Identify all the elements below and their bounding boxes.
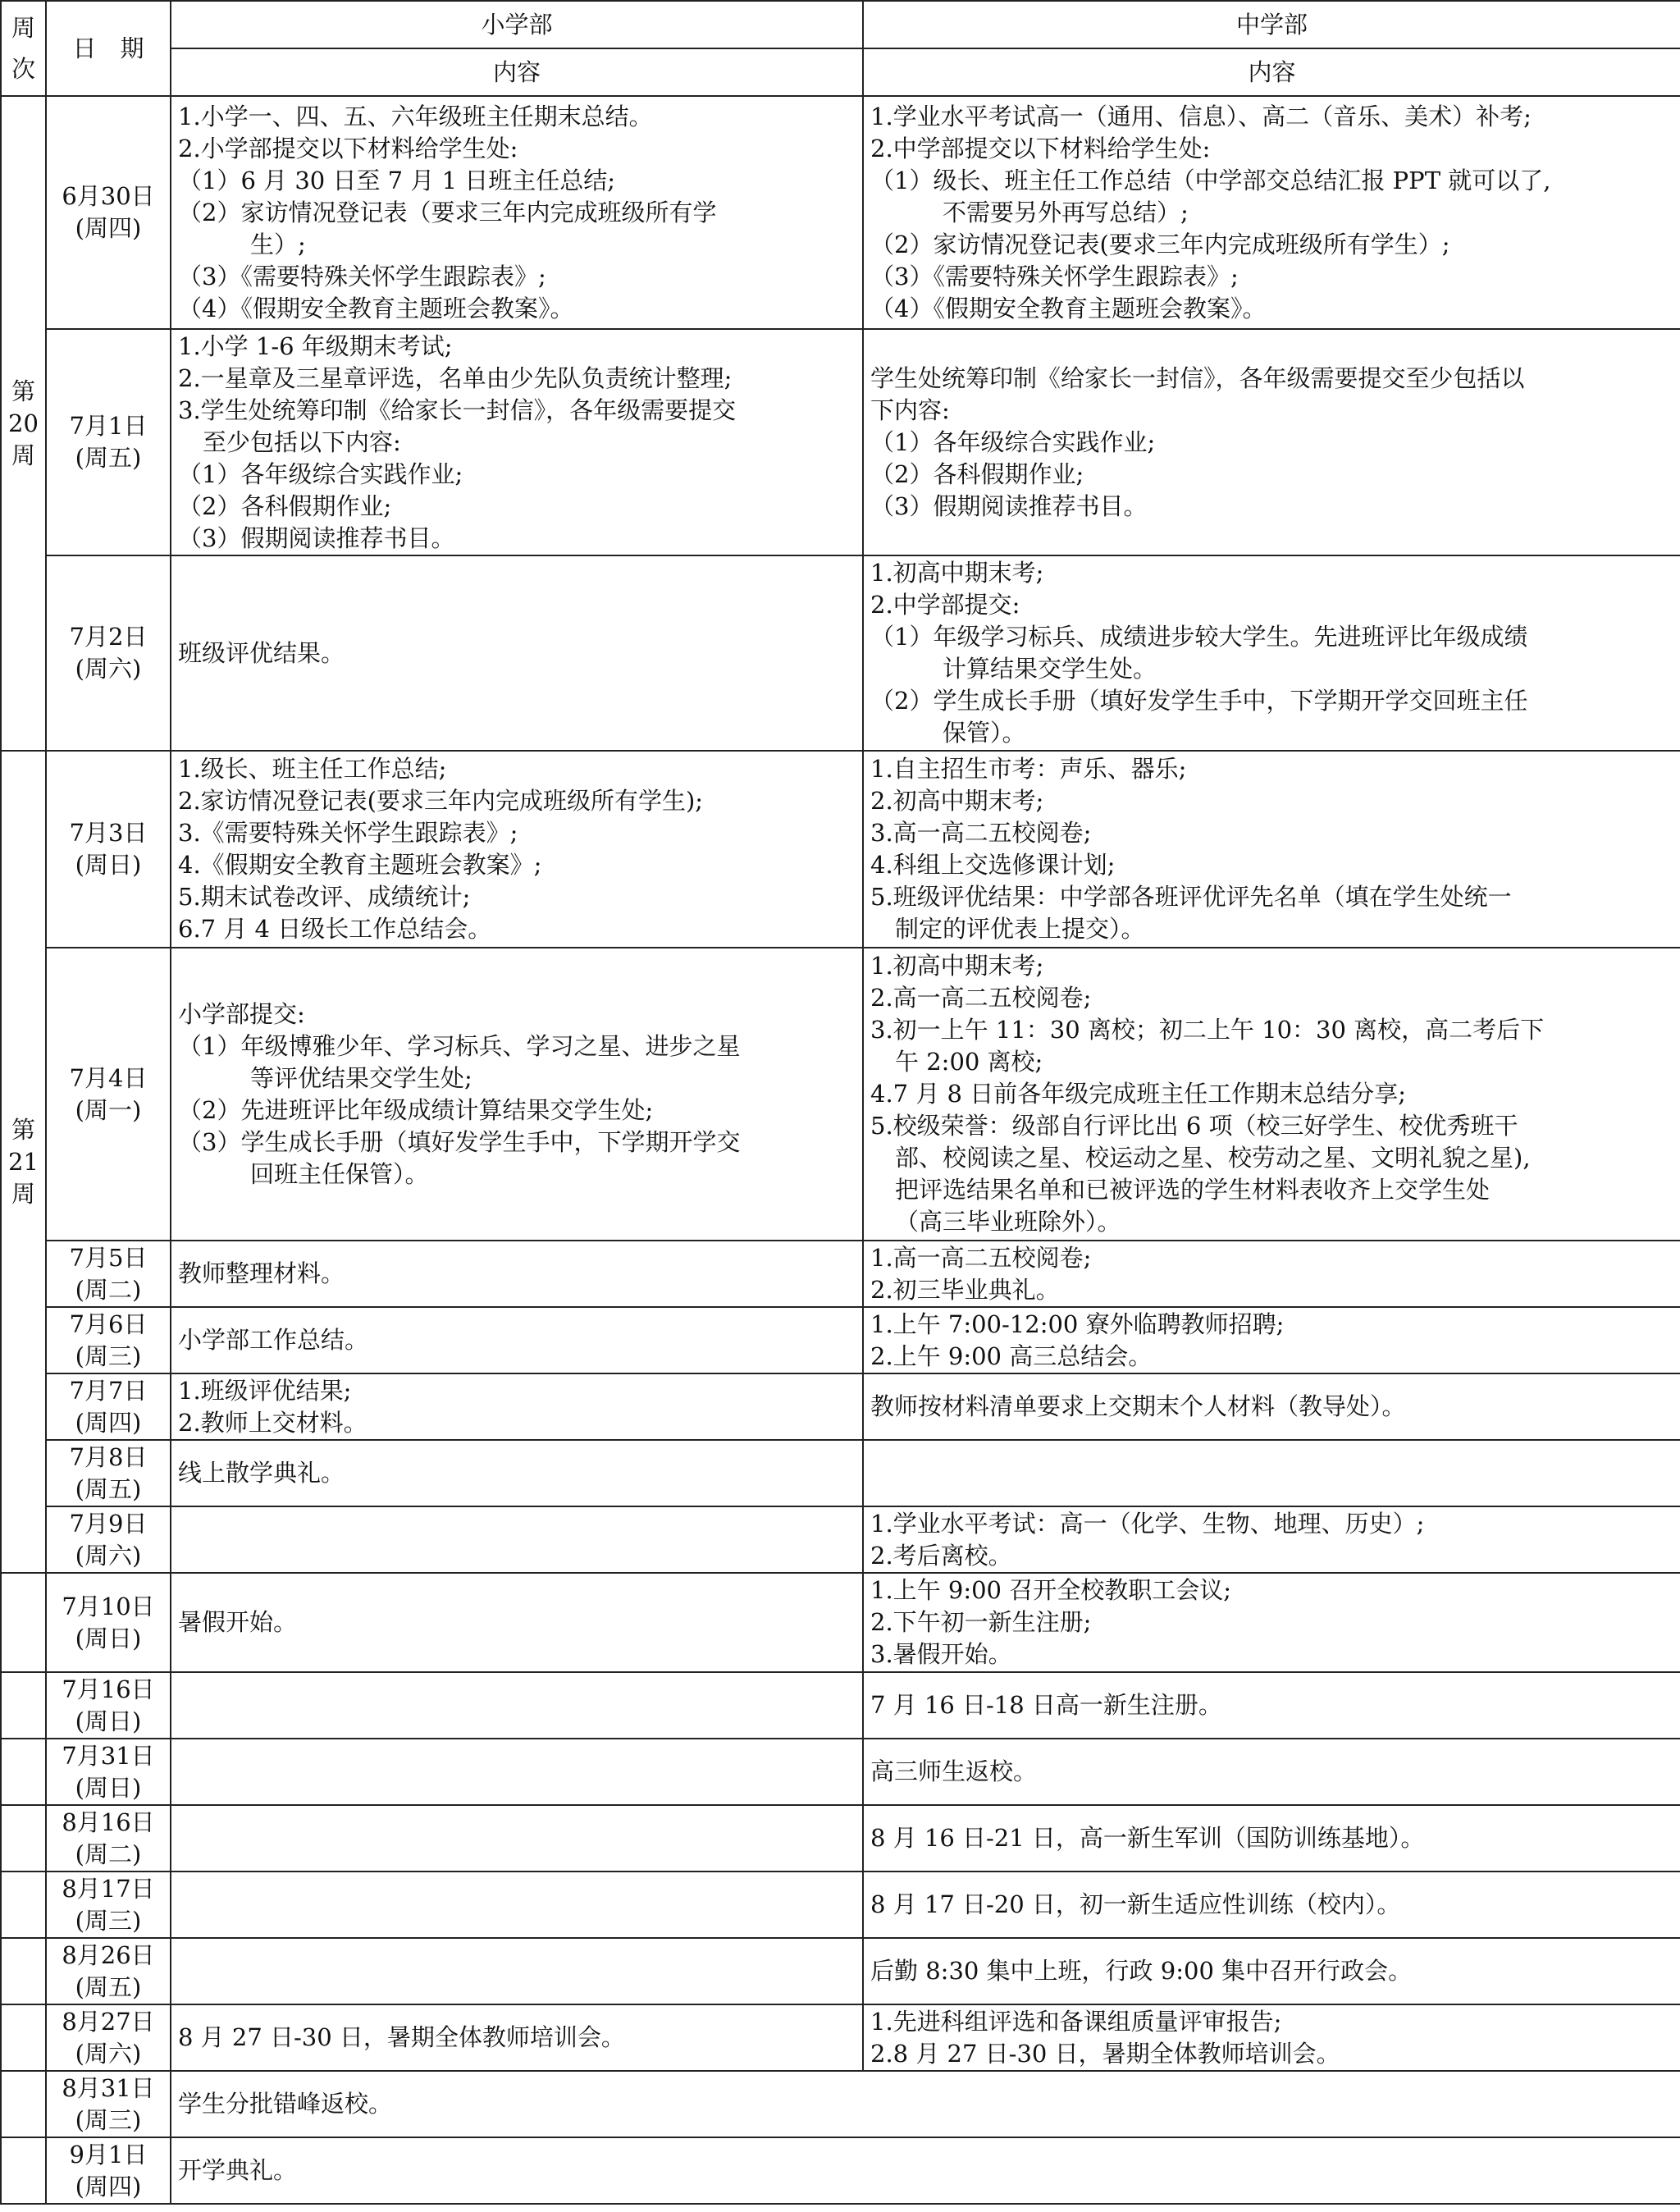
weekday-text: (周三) [75,1906,142,1935]
date-cell [46,96,171,329]
content-line: 3.高一高二五校阅卷; [870,819,1092,847]
date-cell [46,751,171,948]
middle-dept-header [863,1,1680,48]
content-line: 部、校阅读之星、校运动之星、校劳动之星、文明礼貌之星), [895,1144,1531,1172]
content-line: （1）6 月 30 日至 7 月 1 日班主任总结; [178,166,616,194]
date-text: 7月31日 [62,1741,155,1770]
content-line: （3）假期阅读推荐书目。 [870,491,1148,520]
schedule-row [1,1872,1680,1938]
date-cell [46,1805,171,1872]
content-line: （1）年级博雅少年、学习标兵、学习之星、进步之星 [178,1031,741,1060]
middle-content-header [863,48,1680,96]
week-cell-empty [1,1573,46,1672]
content-line: 暑假开始。 [178,1608,298,1636]
middle-content-cell [863,1573,1680,1672]
middle-content-cell [863,1506,1680,1573]
content-line: 线上散学典礼。 [178,1459,345,1487]
content-line: 1.自主招生市考：声乐、器乐; [870,755,1187,783]
content-line: 7 月 16 日-18 日高一新生注册。 [870,1691,1222,1719]
weekday-text: (周三) [75,1341,142,1370]
weekday-text: (周日) [75,1707,142,1735]
middle-content-cell [863,1872,1680,1938]
date-cell [46,1938,171,2004]
middle-content-cell [863,1373,1680,1440]
content-line: 2.小学部提交以下材料给学生处: [178,134,518,162]
date-text: 8月31日 [62,2073,155,2102]
schedule-row [1,1241,1680,1307]
date-text: 9月1日 [69,2140,148,2169]
middle-content-cell [863,2004,1680,2071]
content-line: 回班主任保管）。 [250,1159,429,1188]
content-line: 1.上午 7:00-12:00 寮外临聘教师招聘; [870,1309,1285,1338]
content-line: 等评优结果交学生处; [250,1063,472,1092]
content-line: 1.先进科组评选和备课组质量评审报告; [870,2007,1282,2036]
weekday-text: (周日) [75,1773,142,1802]
content-line: （1）各年级综合实践作业; [870,427,1156,456]
date-text: 8月26日 [62,1940,155,1969]
date-text: 7月16日 [62,1675,155,1703]
week-cell-empty [1,1672,46,1739]
content-line: 3.学生处统筹印制《给家长一封信》，各年级需要提交 [178,395,737,424]
content-line: 8 月 17 日-20 日，初一新生适应性训练（校内）。 [870,1890,1401,1918]
week-cell-empty [1,1805,46,1872]
content-line: （4）《假期安全教育主题班会教案》。 [870,294,1267,322]
weekday-text: (周一) [75,1095,142,1124]
content-line: 1.学业水平考试：高一（化学、生物、地理、历史）; [870,1509,1425,1538]
content-line: 制定的评优表上提交）。 [895,915,1145,943]
primary-content-label: 内容 [492,57,541,86]
date-cell [46,1307,171,1373]
primary-content-header [171,48,863,96]
content-line: 2.高一高二五校阅卷; [870,984,1092,1012]
schedule-row [1,329,1680,555]
content-line: 高三师生返校。 [870,1757,1038,1785]
content-line: （3）假期阅读推荐书目。 [178,523,455,552]
weekday-text: (周二) [75,1840,142,1868]
content-line: 2.家访情况登记表(要求三年内完成班级所有学生); [178,787,704,815]
weekday-text: (周五) [75,444,142,472]
content-line: 1.级长、班主任工作总结; [178,755,447,783]
date-cell [46,1872,171,1938]
primary-content-cell [171,555,863,751]
middle-content-cell [863,329,1680,555]
date-text: 8月16日 [62,1808,155,1836]
date-header [46,1,171,96]
date-cell [46,2004,171,2071]
content-line: 5.班级评优结果：中学部各班评优评先名单（填在学生处统一 [870,883,1512,911]
date-text: 7月9日 [69,1509,148,1538]
content-line: 2.初高中期末考; [870,787,1044,815]
schedule-row [1,1672,1680,1739]
middle-content-cell [863,1241,1680,1307]
schedule-row [1,1573,1680,1672]
middle-content-label: 内容 [1248,57,1296,86]
schedule-row [1,948,1680,1241]
weekday-text: (周五) [75,1972,142,2001]
middle-content-cell [863,1805,1680,1872]
date-cell [46,1440,171,1506]
schedule-row [1,1440,1680,1506]
primary-content-cell [171,1440,863,1506]
schedule-row [1,2004,1680,2071]
content-line: （1）级长、班主任工作总结（中学部交总结汇报 PPT 就可以了, [870,166,1551,194]
date-text: 7月8日 [69,1442,148,1471]
content-line: 学生分批错峰返校。 [178,2090,393,2118]
date-text: 7月3日 [69,819,148,847]
merged-content-cell [171,2071,1680,2137]
schedule-row [1,1373,1680,1440]
content-line: 午 2:00 离校; [895,1048,1043,1076]
content-line: 2.初三毕业典礼。 [870,1275,1060,1304]
date-cell [46,1241,171,1307]
week-cell-empty [1,2004,46,2071]
content-line: （高三毕业班除外）。 [895,1208,1121,1236]
primary-content-cell [171,1739,863,1805]
schedule-row [1,96,1680,329]
weekday-text: (周日) [75,1624,142,1652]
content-line: 2.中学部提交以下材料给学生处: [870,134,1211,162]
content-line: （2）家访情况登记表(要求三年内完成班级所有学生）; [870,230,1450,258]
primary-content-cell [171,1241,863,1307]
schedule-row [1,1739,1680,1805]
date-cell [46,1739,171,1805]
date-text: 7月2日 [69,623,148,651]
schedule-row [1,1938,1680,2004]
middle-content-cell [863,1307,1680,1373]
weekday-text: (周六) [75,655,142,683]
middle-content-cell [863,1739,1680,1805]
content-line: （2）家访情况登记表（要求三年内完成班级所有学 [178,198,717,226]
content-line: 8 月 16 日-21 日，高一新生军训（国防训练基地）。 [870,1824,1425,1852]
week-header [1,1,46,96]
weekday-text: (周二) [75,1275,142,1304]
content-line: （3）《需要特殊关怀学生跟踪表》; [870,262,1239,290]
date-cell [46,948,171,1241]
middle-content-cell [863,1672,1680,1739]
primary-content-cell [171,1938,863,2004]
content-line: 5.期末试卷改评、成绩统计; [178,883,471,911]
week-cell-empty [1,1872,46,1938]
week-cell-empty [1,1739,46,1805]
content-line: 8 月 27 日-30 日，暑期全体教师培训会。 [178,2023,625,2051]
content-line: （1）年级学习标兵、成绩进步较大学生。先进班评比年级成绩 [870,623,1528,651]
content-line: 把评选结果名单和已被评选的学生材料表收齐上交学生处 [895,1176,1491,1204]
weekday-text: (周六) [75,1541,142,1570]
content-line: 2.一星章及三星章评选，名单由少先队负责统计整理; [178,363,733,392]
primary-content-cell [171,96,863,329]
primary-content-cell [171,1805,863,1872]
date-cell [46,1573,171,1672]
content-line: 1.高一高二五校阅卷; [870,1243,1092,1272]
content-line: 小学部工作总结。 [178,1326,369,1354]
content-line: 4.科组上交选修课计划; [870,851,1116,879]
content-line: 1.班级评优结果; [178,1376,352,1405]
date-text: 7月7日 [69,1376,148,1405]
week-label: 第 20 周 [8,377,39,469]
middle-content-cell [863,948,1680,1241]
primary-content-cell [171,1373,863,1440]
content-line: 计算结果交学生处。 [943,655,1157,683]
middle-content-cell [863,1440,1680,1506]
date-text: 8月17日 [62,1874,155,1903]
date-text: 7月5日 [69,1243,148,1272]
content-line: 2.教师上交材料。 [178,1408,368,1437]
schedule-row [1,2137,1680,2204]
date-cell [46,555,171,751]
primary-dept-label: 小学部 [481,10,553,39]
date-text: 7月4日 [69,1063,148,1092]
date-cell [46,1672,171,1739]
content-line: 开学典礼。 [178,2156,298,2184]
middle-content-cell [863,1938,1680,2004]
primary-content-cell [171,1872,863,1938]
content-line: 学生处统筹印制《给家长一封信》，各年级需要提交至少包括以 [870,363,1525,392]
content-line: 1.小学一、四、五、六年级班主任期末总结。 [178,102,653,130]
schedule-row [1,1805,1680,1872]
date-text: 7月6日 [69,1309,148,1338]
schedule-row [1,1307,1680,1373]
date-cell [46,1506,171,1573]
weekday-text: (周五) [75,1474,142,1503]
content-line: 4.7 月 8 日前各年级完成班主任工作期末总结分享; [870,1080,1406,1108]
content-line: 6.7 月 4 日级长工作总结会。 [178,915,492,943]
content-line: 下内容: [870,395,950,424]
content-line: 4.《假期安全教育主题班会教案》; [178,851,542,879]
content-line: 班级评优结果。 [178,638,345,667]
primary-content-cell [171,1506,863,1573]
middle-dept-label: 中学部 [1235,10,1308,39]
primary-dept-header [171,1,863,48]
content-line: （4）《假期安全教育主题班会教案》。 [178,294,574,322]
date-cell [46,1373,171,1440]
content-line: 2.上午 9:00 高三总结会。 [870,1341,1153,1370]
week-cell-empty [1,1938,46,2004]
middle-content-cell [863,751,1680,948]
schedule-row [1,1506,1680,1573]
week-label: 第 21 周 [8,1115,39,1208]
week-cell-empty [1,2137,46,2204]
weekday-text: (周三) [75,2105,142,2134]
primary-content-cell [171,751,863,948]
week-cell-w21 [1,751,46,1573]
content-line: 保管）。 [943,719,1026,747]
content-line: 5.校级荣誉：级部自行评比出 6 项（校三好学生、校优秀班干 [870,1112,1518,1140]
schedule-row [1,751,1680,948]
content-line: 2.考后离校。 [870,1541,1012,1570]
content-line: 2.下午初一新生注册; [870,1608,1092,1636]
primary-content-cell [171,329,863,555]
primary-content-cell [171,1573,863,1672]
date-cell [46,329,171,555]
content-line: 3.《需要特殊关怀学生跟踪表》; [178,819,518,847]
primary-content-cell [171,1672,863,1739]
date-cell [46,2137,171,2204]
content-line: 1.初高中期末考; [870,559,1044,587]
date-header-label: 日 期 [72,34,144,62]
content-line: （3）学生成长手册（填好发学生手中，下学期开学交 [178,1127,741,1156]
merged-content-cell [171,2137,1680,2204]
week-header-label: 周 次 [11,14,35,83]
middle-content-cell [863,96,1680,329]
weekday-text: (周日) [75,851,142,879]
date-text: 8月27日 [62,2007,155,2036]
content-line: 不需要另外再写总结）; [943,198,1189,226]
weekday-text: (周四) [75,214,142,242]
content-line: 生）; [250,230,306,258]
date-text: 6月30日 [62,182,155,210]
content-line: （2）各科假期作业; [178,491,392,520]
schedule-row [1,555,1680,751]
content-line: 1.学业水平考试高一（通用、信息）、高二（音乐、美术）补考; [870,102,1532,130]
content-line: 至少包括以下内容: [203,427,401,456]
primary-content-cell [171,1307,863,1373]
primary-content-cell [171,2004,863,2071]
date-cell [46,2071,171,2137]
content-line: （1）各年级综合实践作业; [178,459,463,488]
content-line: （2）各科假期作业; [870,459,1084,488]
weekday-text: (周六) [75,2039,142,2068]
content-line: 1.上午 9:00 召开全校教职工会议; [870,1576,1231,1604]
date-text: 7月1日 [69,412,148,440]
schedule-row [1,2071,1680,2137]
weekday-text: (周四) [75,1408,142,1437]
content-line: （2）学生成长手册（填好发学生手中，下学期开学交回班主任 [870,687,1528,715]
content-line: 后勤 8:30 集中上班，行政 9:00 集中召开行政会。 [870,1957,1413,1985]
content-line: 1.小学 1-6 年级期末考试; [178,331,453,360]
week-cell-w20 [1,96,46,751]
content-line: 教师按材料清单要求上交期末个人材料（教导处）。 [870,1392,1406,1420]
schedule-body [1,96,1680,2204]
content-line: 1.初高中期末考; [870,952,1044,980]
content-line: 2.中学部提交: [870,591,1020,619]
content-line: （2）先进班评比年级成绩计算结果交学生处; [178,1095,654,1124]
content-line: 3.暑假开始。 [870,1640,1012,1668]
date-text: 7月10日 [62,1592,155,1620]
primary-content-cell [171,948,863,1241]
content-line: （3）《需要特殊关怀学生跟踪表》; [178,262,546,290]
content-line: 3.初一上午 11：30 离校；初二上午 10：30 离校，高二考后下 [870,1016,1545,1044]
content-line: 2.8 月 27 日-30 日，暑期全体教师培训会。 [870,2039,1340,2068]
content-line: 小学部提交: [178,999,305,1028]
weekday-text: (周四) [75,2172,142,2201]
content-line: 教师整理材料。 [178,1259,345,1287]
middle-content-cell [863,555,1680,751]
week-cell-empty [1,2071,46,2137]
